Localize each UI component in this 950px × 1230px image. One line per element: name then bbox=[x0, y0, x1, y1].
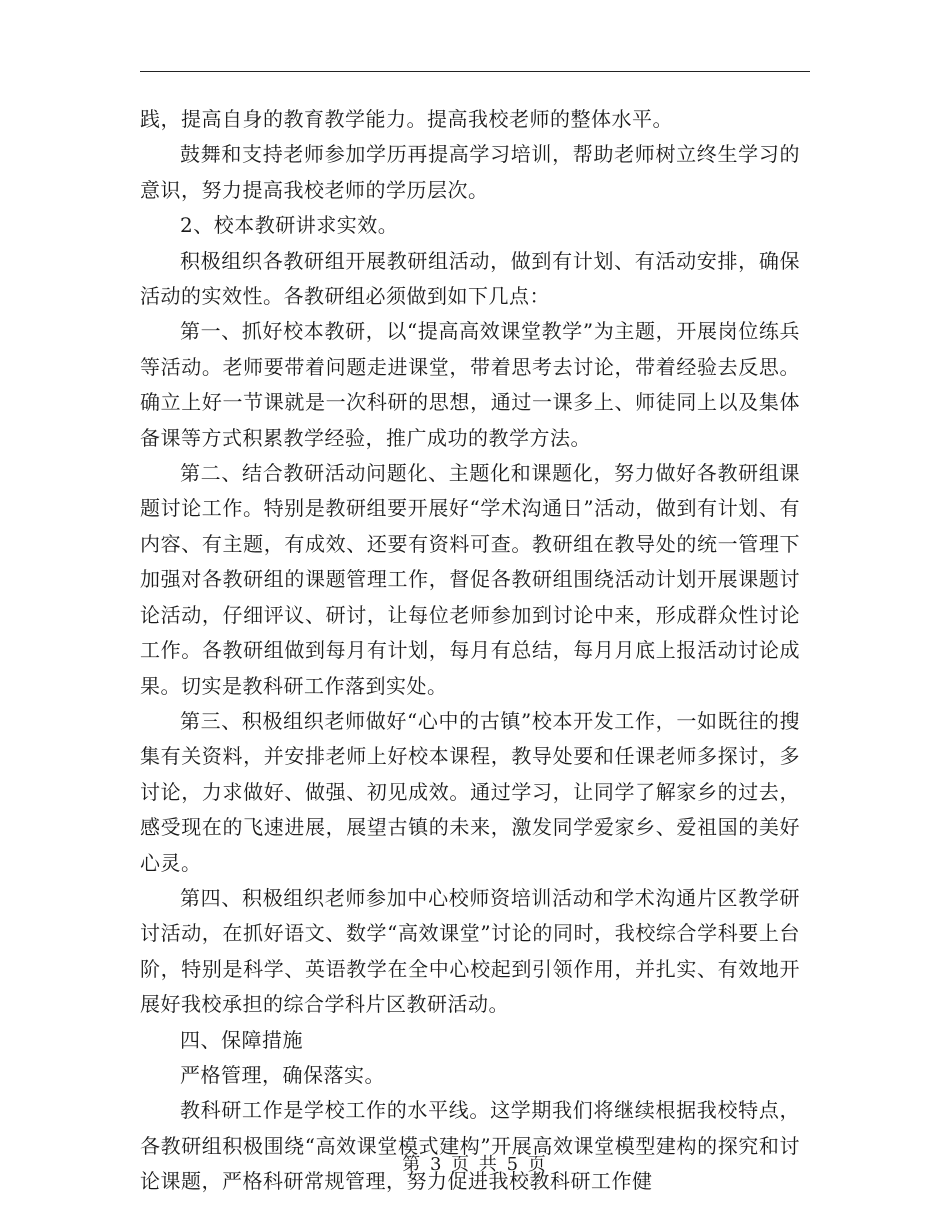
paragraph-management: 严格管理，确保落实。 bbox=[180, 1062, 385, 1087]
paragraph-4: 积极组织各教研组开展教研组活动，做到有计划、有活动安排，确保活动的实效性。各教研组必须做到如下几点： bbox=[140, 248, 800, 309]
section-heading-measures: 四、保障措施 bbox=[180, 1027, 303, 1052]
paragraph-point-3: 第三、积极组织老师做好“心中的古镇”校本开发工作，一如既往的搜集有关资料，并安排老师上好校本课程，教导处要和任课老师多探讨，多讨论，力求做好、做强、初见成效。通过学习，让同学了解家乡的过去，感受现在的飞速进展，展望古镇的未来，激发同学爱家乡、爱祖国的美好心灵。 bbox=[140, 708, 800, 875]
section-heading-school-research: 2、校本教研讲求实效。 bbox=[180, 213, 399, 238]
header-rule bbox=[140, 71, 810, 72]
paragraph-1: 践，提高自身的教育教学能力。提高我校老师的整体水平。 bbox=[140, 107, 673, 131]
paragraph-point-1: 第一、抓好校本教研，以“提高高效课堂教学”为主题，开展岗位练兵等活动。老师要带着问题走进课堂，带着思考去讨论，带着经验去反思。确立上好一节课就是一次科研的思想，通过一课多上、师徒同上以及集体备课等方式积累教学经验，推广成功的教学方法。 bbox=[140, 319, 800, 450]
document-body bbox=[140, 102, 800, 1200]
paragraph-last: 教科研工作是学校工作的水平线。这学期我们将继续根据我校特点，各教研组积极围绕“高效课堂模式建构”开展高效课堂模型建构的探究和讨论课题，严格科研常规管理，努力促进我校教科研工作健 bbox=[140, 1098, 800, 1194]
paragraph-point-4: 第四、积极组织老师参加中心校师资培训活动和学术沟通片区教学研讨活动，在抓好语文、数学“高效课堂”讨论的同时，我校综合学科要上台阶，特别是科学、英语教学在全中心校起到引领作用，并扎实、有效地开展好我校承担的综合学科片区教研活动。 bbox=[140, 885, 800, 1017]
paragraph-2: 鼓舞和支持老师参加学历再提高学习培训，帮助老师树立终生学习的意识，努力提高我校老师的学历层次。 bbox=[140, 142, 800, 202]
paragraph-point-2: 第二、结合教研活动问题化、主题化和课题化，努力做好各教研组课题讨论工作。特别是教研组要开展好“学术沟通日”活动，做到有计划、有内容、有主题，有成效、还要有资料可查。教研组在教导处的统一管理下加强对各教研组的课题管理工作，督促各教研组围绕活动计划开展课题讨论活动，仔细评议、研讨，让每位老师参加到讨论中来，形成群众性讨论工作。各教研组做到每月有计划，每月有总结，每月月底上报活动讨论成果。切实是教科研工作落到实处。 bbox=[140, 461, 800, 698]
page-number: 第 3 页 共 5 页 bbox=[402, 1154, 548, 1175]
